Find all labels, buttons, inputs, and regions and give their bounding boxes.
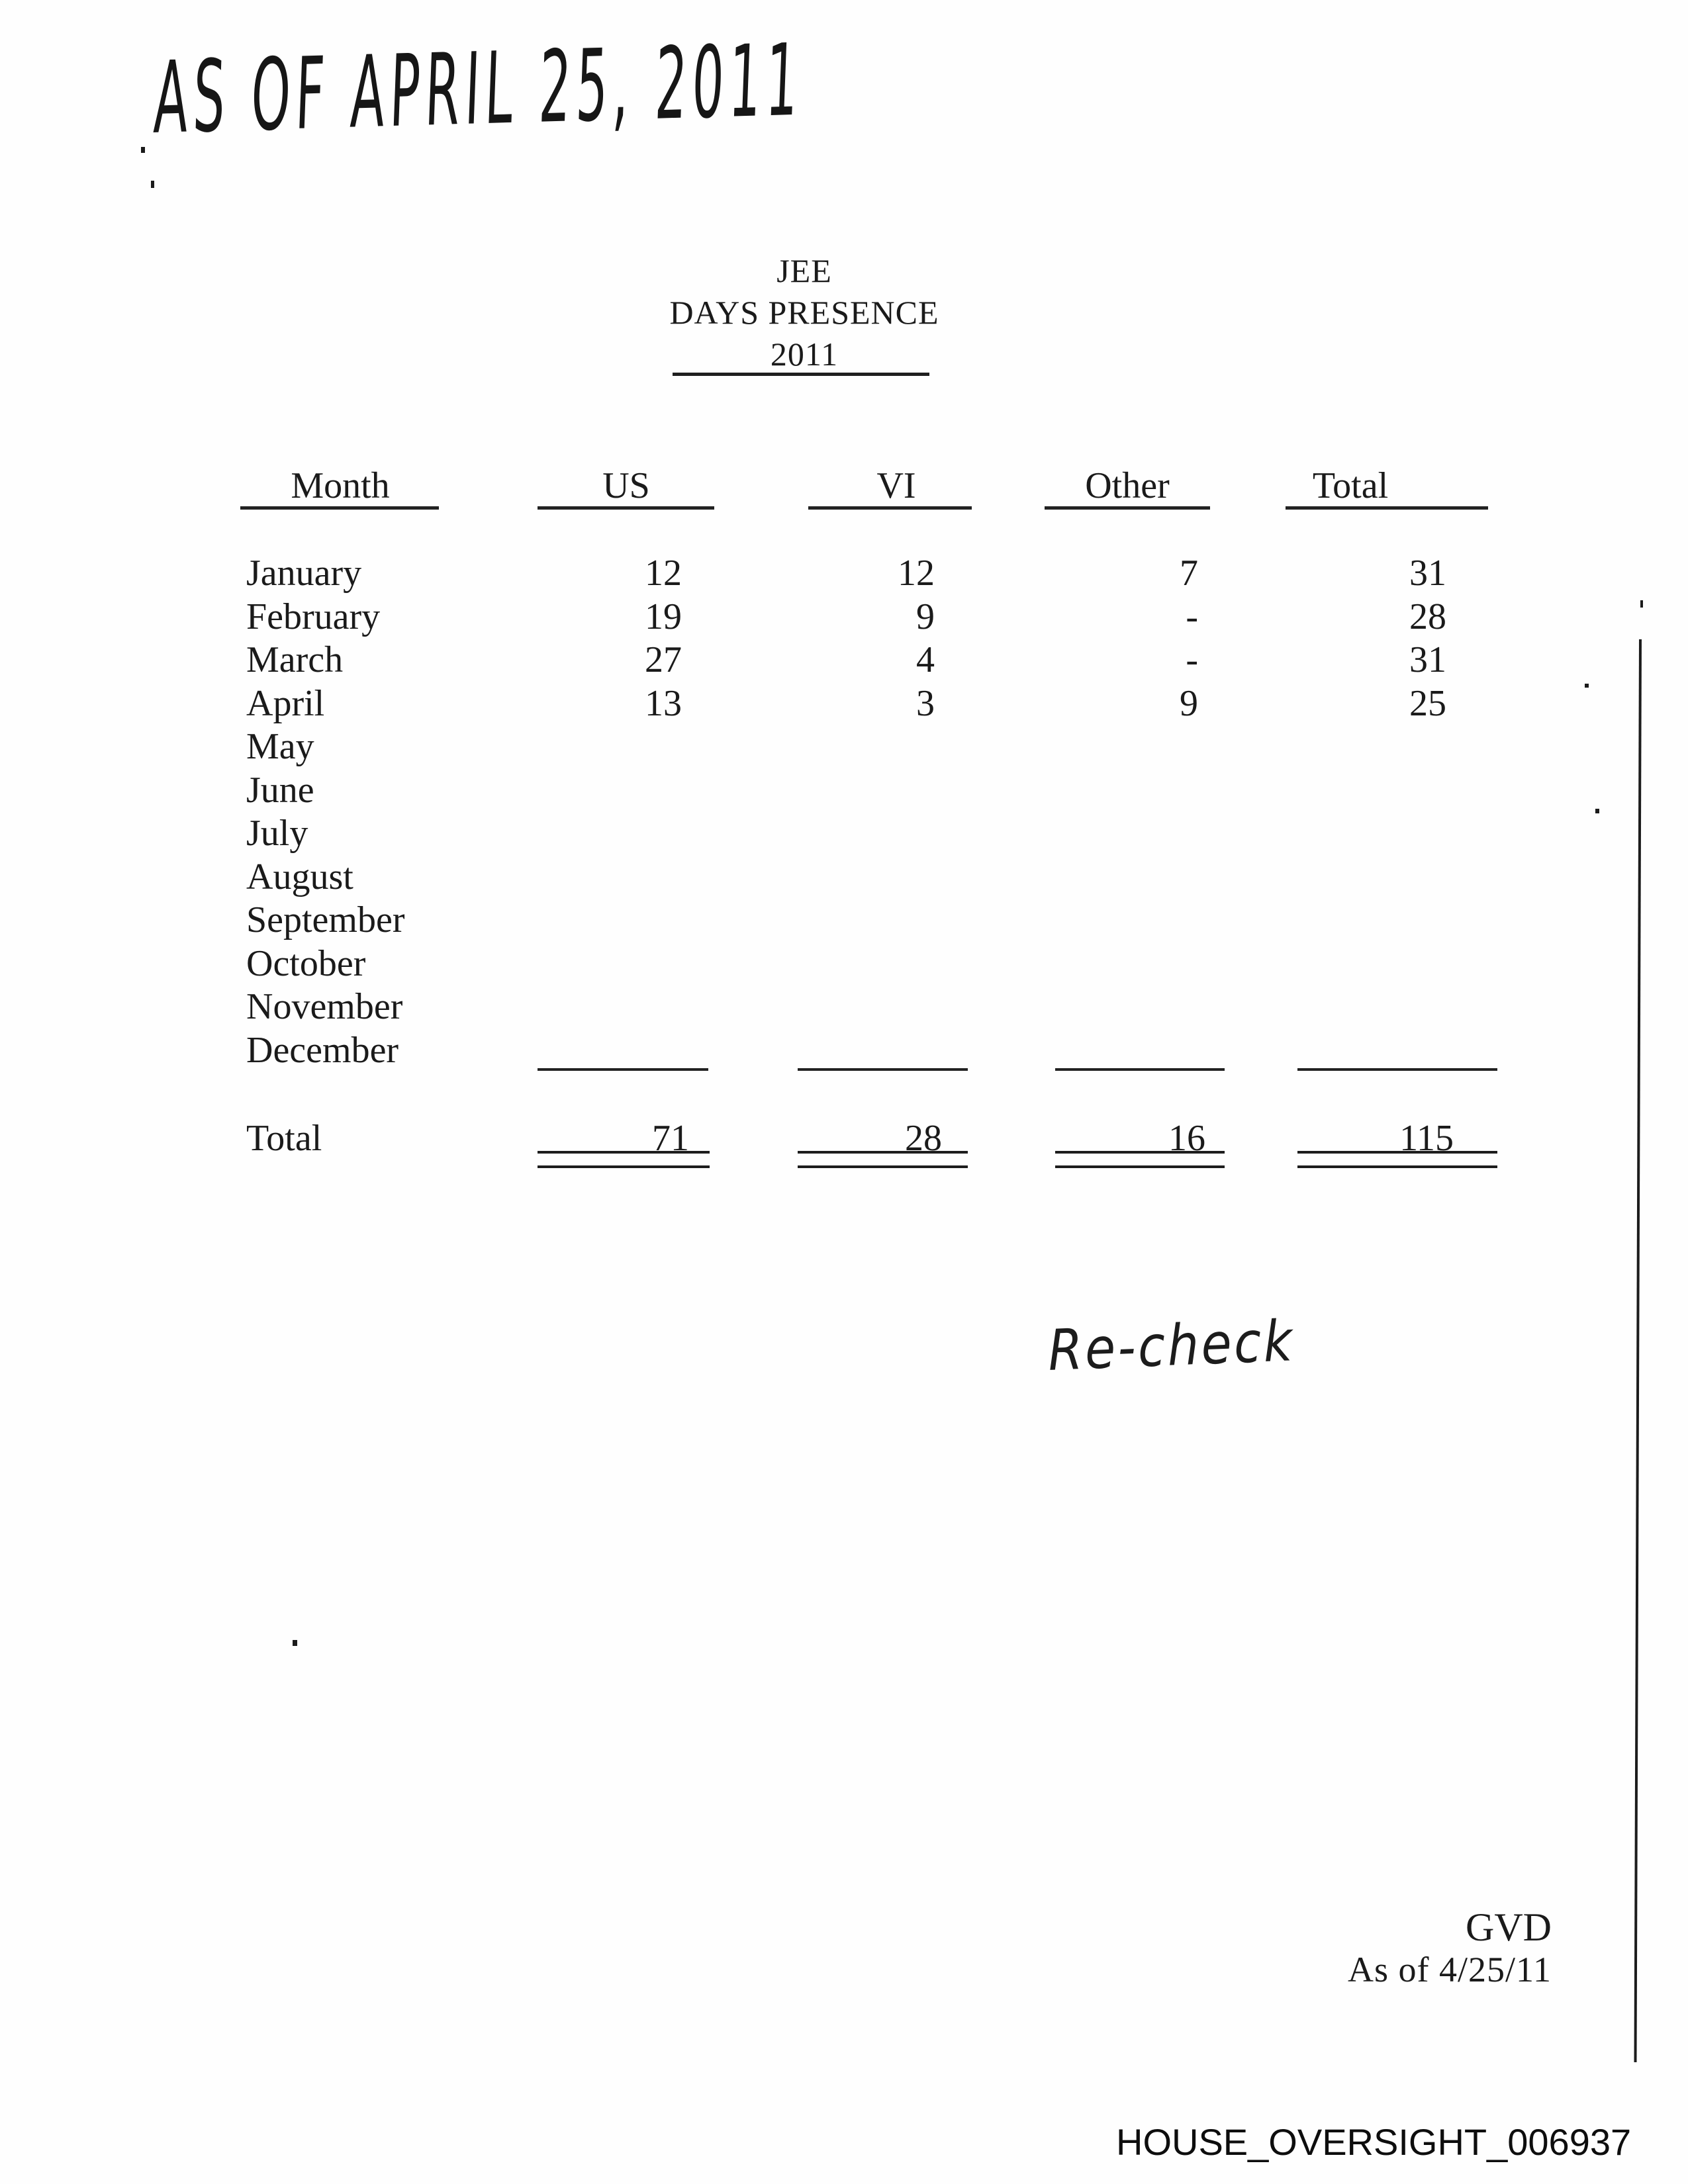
table-row-may bbox=[0, 725, 1688, 769]
other-value: 7 bbox=[1180, 553, 1198, 594]
header-rule-us bbox=[538, 506, 714, 510]
column-header-other: Other bbox=[1085, 465, 1170, 506]
pre-total-rule-us bbox=[538, 1068, 708, 1071]
table-row-february bbox=[0, 596, 1688, 639]
month-label: June bbox=[246, 770, 314, 811]
month-label: January bbox=[246, 553, 362, 594]
grand-total: 115 bbox=[1399, 1118, 1454, 1159]
table-row-october bbox=[0, 942, 1688, 986]
vi-value: 4 bbox=[916, 639, 935, 680]
table-row-june bbox=[0, 769, 1688, 813]
other-value: - bbox=[1186, 639, 1198, 680]
month-label: May bbox=[246, 726, 314, 767]
pre-total-rule-total bbox=[1297, 1068, 1497, 1071]
month-label: April bbox=[246, 683, 325, 724]
table-row-january bbox=[0, 552, 1688, 596]
bates-number: HOUSE_OVERSIGHT_006937 bbox=[1116, 2121, 1632, 2163]
scan-speck bbox=[1595, 809, 1599, 813]
signoff-as-of-date: As of 4/25/11 bbox=[1348, 1950, 1552, 1989]
total-value: 31 bbox=[1409, 553, 1446, 594]
month-label: October bbox=[246, 943, 366, 984]
handwritten-date-note: AS OF APRIL 25, 2011 bbox=[152, 23, 806, 156]
vi-value: 12 bbox=[898, 553, 935, 594]
vi-value: 9 bbox=[916, 596, 935, 637]
header-rule-month bbox=[240, 506, 439, 510]
header-rule-total bbox=[1286, 506, 1488, 510]
us-value: 19 bbox=[645, 596, 682, 637]
month-label: March bbox=[246, 639, 344, 680]
signoff-block bbox=[1225, 1906, 1552, 1991]
signoff-initials: GVD bbox=[1466, 1905, 1552, 1949]
other-value: - bbox=[1186, 596, 1198, 637]
total-value: 28 bbox=[1409, 596, 1446, 637]
title-line-1: JEE bbox=[776, 252, 832, 289]
scan-speck bbox=[1585, 684, 1589, 688]
us-value: 13 bbox=[645, 683, 682, 724]
vi-value: 3 bbox=[916, 683, 935, 724]
scan-speck bbox=[1640, 600, 1643, 608]
scan-speck bbox=[293, 1640, 297, 1646]
total-value: 31 bbox=[1409, 639, 1446, 680]
vi-total: 28 bbox=[905, 1118, 942, 1159]
table-row-december bbox=[0, 1029, 1688, 1073]
month-label: February bbox=[246, 596, 381, 637]
other-total: 16 bbox=[1168, 1118, 1205, 1159]
document-title bbox=[669, 250, 940, 375]
table-row-april bbox=[0, 682, 1688, 726]
title-underline bbox=[673, 373, 929, 376]
month-label: September bbox=[246, 899, 405, 940]
scan-speck bbox=[141, 147, 145, 153]
scan-speck bbox=[151, 181, 154, 188]
total-value: 25 bbox=[1409, 683, 1446, 724]
handwritten-recheck-note: Re-check bbox=[1047, 1308, 1295, 1384]
title-line-3: 2011 bbox=[770, 336, 839, 373]
column-header-us: US bbox=[602, 465, 650, 506]
total-double-rule-other bbox=[1055, 1151, 1225, 1168]
other-value: 9 bbox=[1180, 683, 1198, 724]
us-total: 71 bbox=[652, 1118, 689, 1159]
header-rule-other bbox=[1045, 506, 1210, 510]
table-row-july bbox=[0, 812, 1688, 856]
month-label: December bbox=[246, 1030, 399, 1071]
month-label: November bbox=[246, 986, 403, 1027]
total-double-rule-total bbox=[1297, 1151, 1497, 1168]
total-row-label: Total bbox=[246, 1118, 322, 1159]
title-line-2: DAYS PRESENCE bbox=[669, 294, 939, 331]
table-row-august bbox=[0, 856, 1688, 899]
total-double-rule-us bbox=[538, 1151, 710, 1168]
table-row-november bbox=[0, 985, 1688, 1029]
table-row-september bbox=[0, 899, 1688, 942]
pre-total-rule-vi bbox=[798, 1068, 968, 1071]
column-header-total: Total bbox=[1312, 465, 1389, 506]
table-row-march bbox=[0, 639, 1688, 682]
us-value: 27 bbox=[645, 639, 682, 680]
column-header-vi: VI bbox=[876, 465, 916, 506]
column-header-month: Month bbox=[291, 465, 390, 506]
header-rule-vi bbox=[808, 506, 972, 510]
pre-total-rule-other bbox=[1055, 1068, 1225, 1071]
total-double-rule-vi bbox=[798, 1151, 968, 1168]
month-label: July bbox=[246, 813, 308, 854]
month-label: August bbox=[246, 856, 353, 897]
us-value: 12 bbox=[645, 553, 682, 594]
